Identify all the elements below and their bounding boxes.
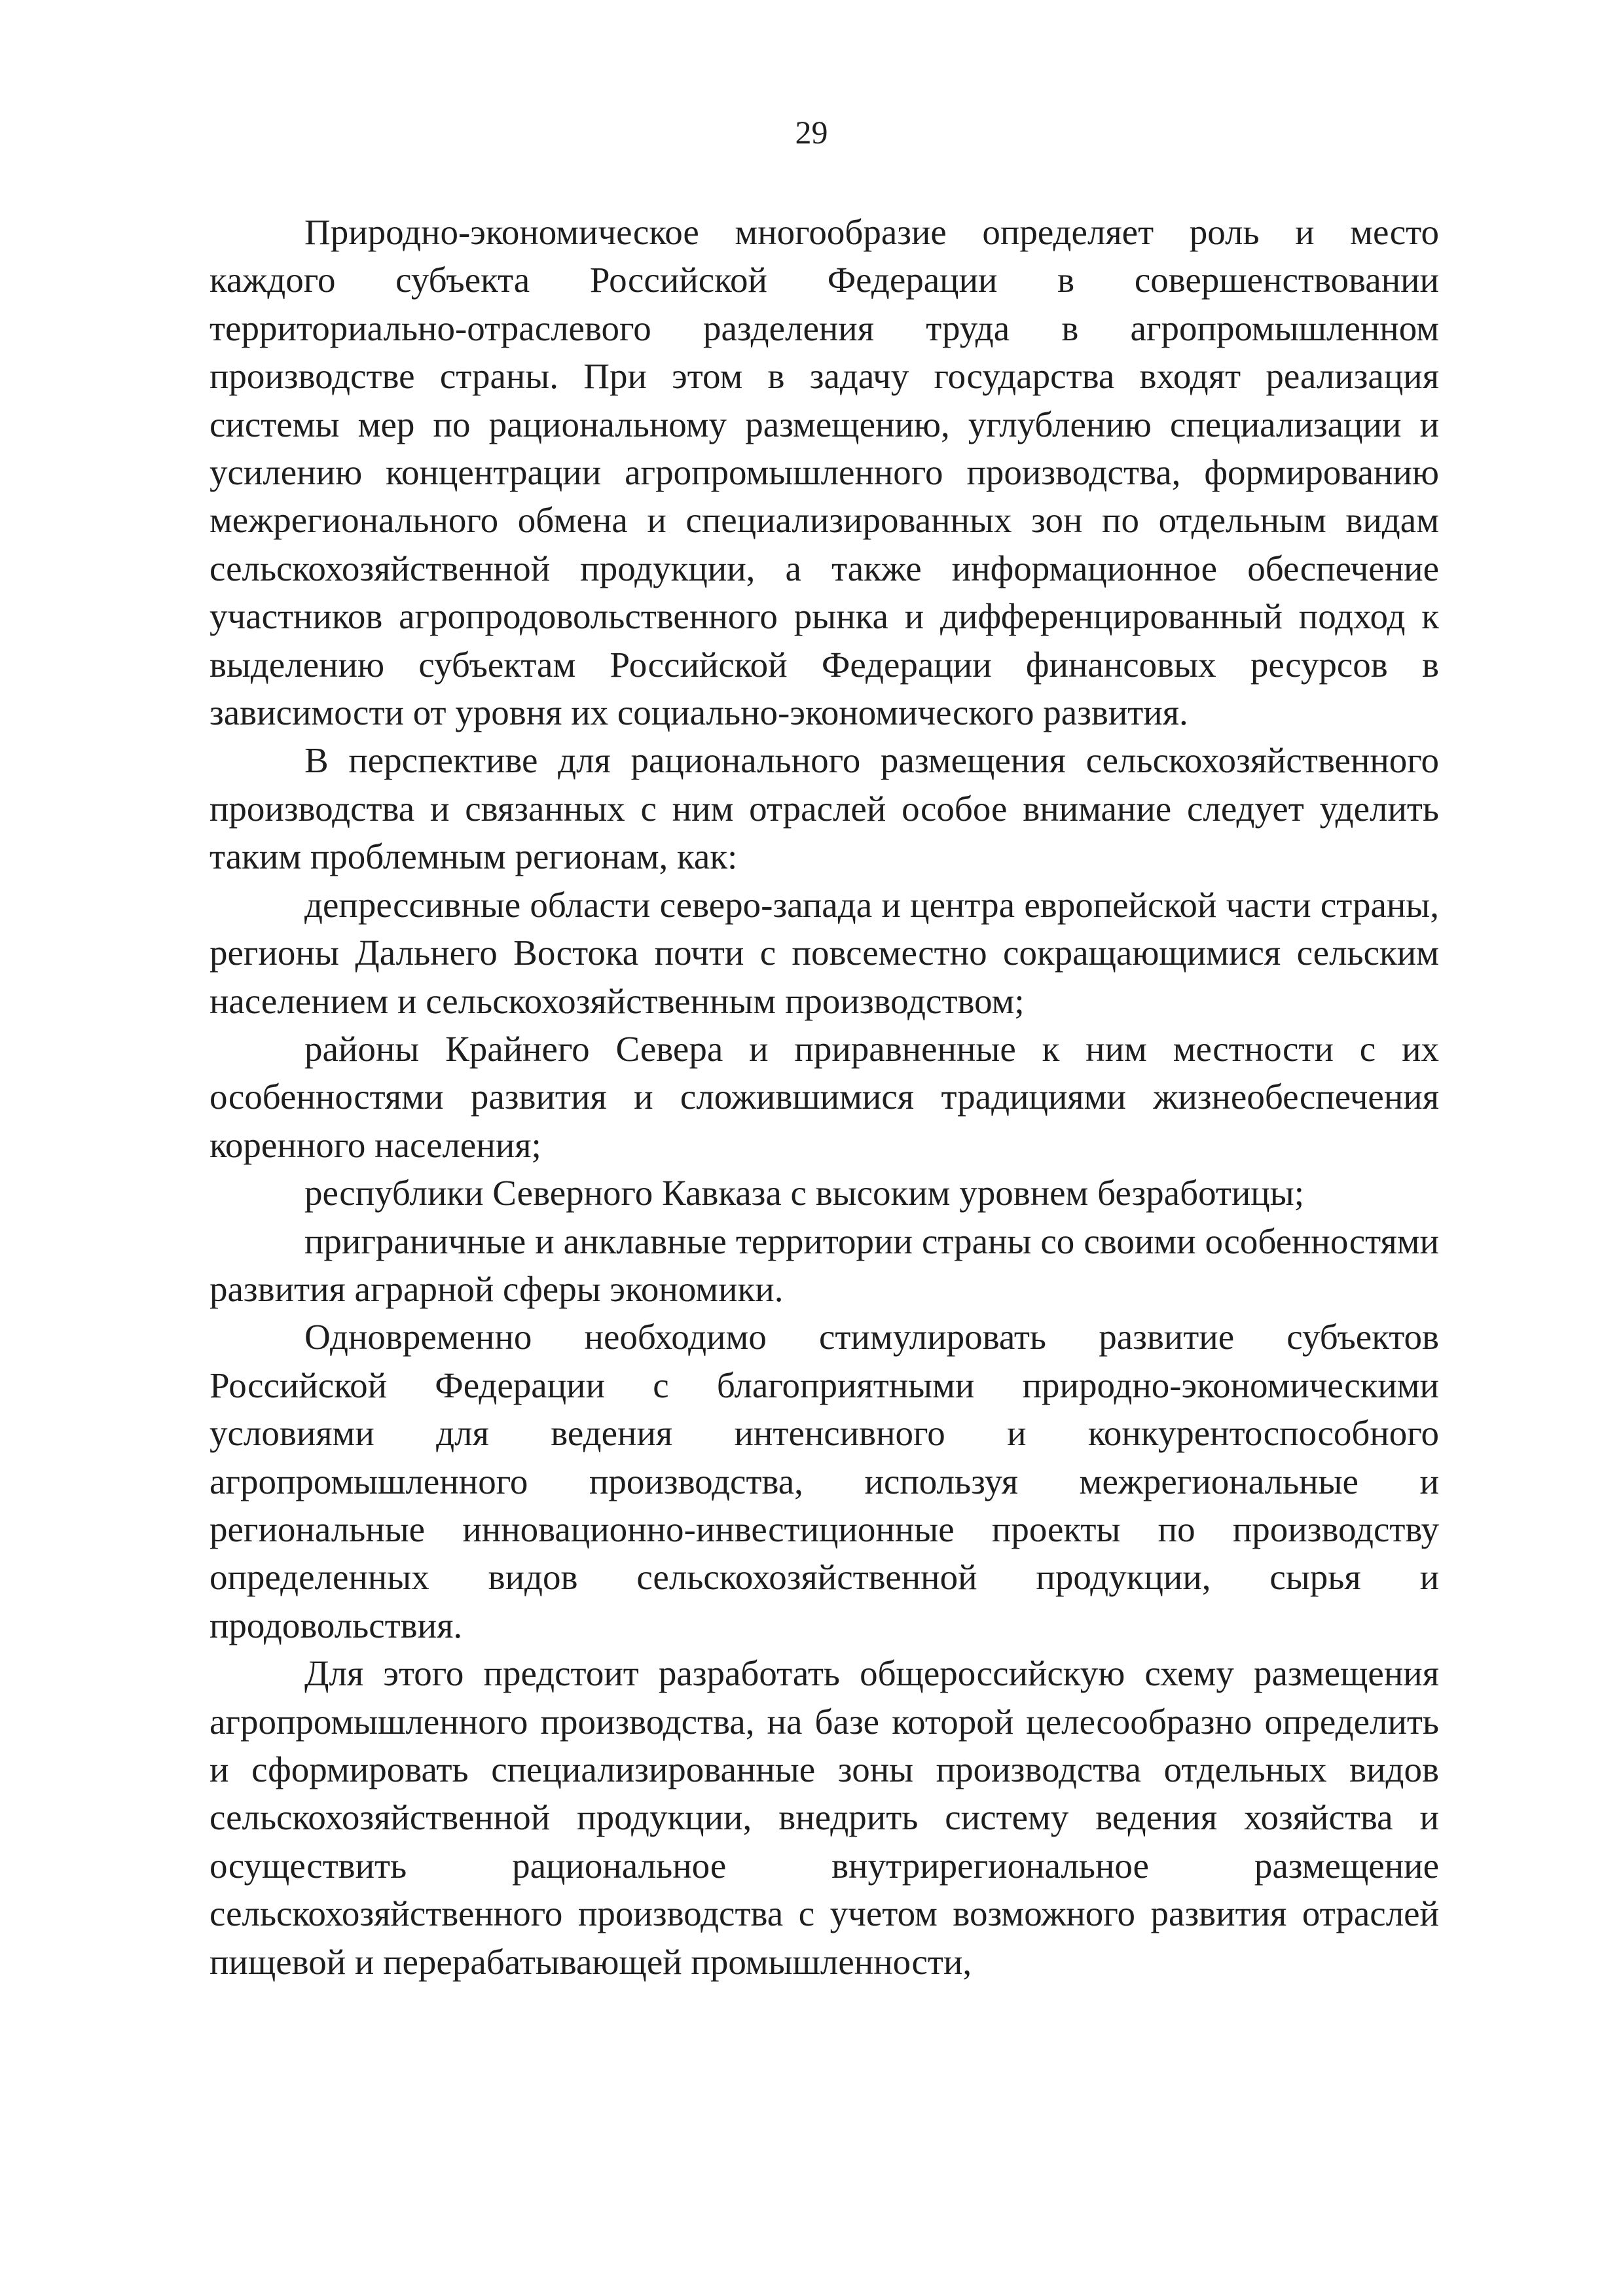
document-body [210, 208, 1439, 1986]
list-item-north-caucasus: республики Северного Кавказа с высоким уровнем безработицы; [304, 1173, 1304, 1213]
list-item-far-north: районы Крайнего Севера и приравненные к ним местности с их особенностями развития и сложившимися традициями жизнеобеспечения коренного населения; [210, 1028, 1439, 1165]
list-item-depressed-regions: депрессивные области северо-запада и центра европейской части страны, регионы Дальнего Востока почти с повсеместно сокращающимися сельским населением и сельскохозяйственным производством; [210, 884, 1439, 1021]
page-number: 29 [795, 114, 828, 151]
paragraph-problem-regions-intro: В перспективе для рационального размещения сельскохозяйственного производства и связанных с ним отраслей особое внимание следует уделить таким проблемным регионам, как: [210, 740, 1439, 877]
paragraph-natural-economic-diversity: Природно-экономическое многообразие определяет роль и место каждого субъекта Российской Федерации в совершенствовании территориально-отраслевого разделения труда в агропромышленном производстве страны. При этом в задачу государства входят реализация системы мер по рациональному размещению, углублению специализации и усилению концентрации агропромышленного производства, формированию межрегионального обмена и специализированных зон по отдельным видам сельскохозяйственной продукции, а также информационное обеспечение участников агропродовольственного рынка и дифференцированный подход к выделению субъектам Российской Федерации финансовых ресурсов в зависимости от уровня их социально-экономического развития. [210, 212, 1439, 733]
paragraph-favorable-regions: Одновременно необходимо стимулировать развитие субъектов Российской Федерации с благоприятными природно-экономическими условиями для ведения интенсивного и конкурентоспособного агропромышленного производства, используя межрегиональные и региональные инновационно-инвестиционные проекты по производству определенных видов сельскохозяйственной продукции, сырья и продовольствия. [210, 1317, 1439, 1645]
list-item-border-territories: приграничные и анклавные территории страны со своими особенностями развития аграрной сферы экономики. [210, 1221, 1439, 1309]
paragraph-placement-scheme: Для этого предстоит разработать общероссийскую схему размещения агропромышленного производства, на базе которой целесообразно определить и сформировать специализированные зоны производства отдельных видов сельскохозяйственной продукции, внедрить систему ведения хозяйства и осуществить рациональное внутрирегиональное размещение сельскохозяйственного производства с учетом возможного развития отраслей пищевой и перерабатывающей промышленности, [210, 1653, 1439, 1982]
